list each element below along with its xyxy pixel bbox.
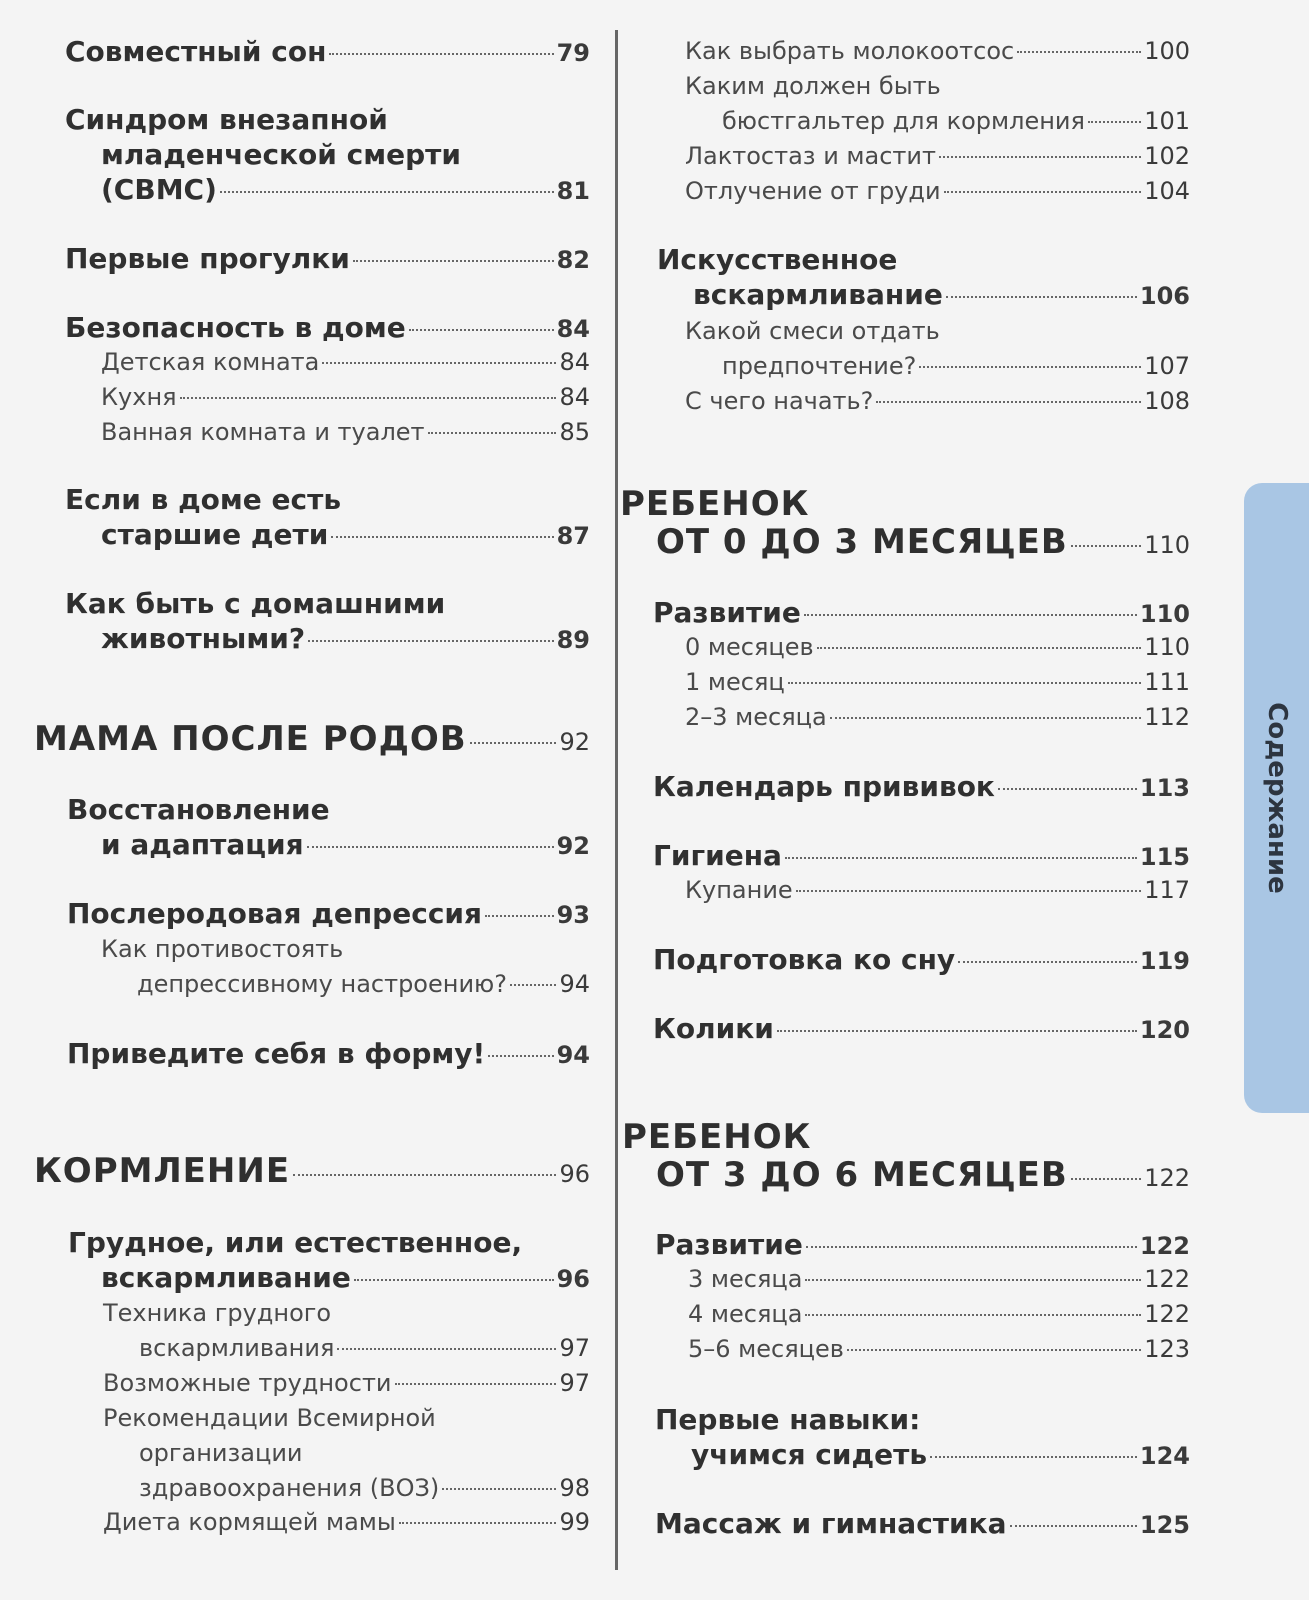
dot-leader — [804, 614, 1137, 616]
page-number: 110 — [1139, 600, 1190, 628]
toc-entry-text: Ванная комната и туалет — [101, 418, 425, 446]
column-divider — [615, 30, 618, 1570]
page-number: 92 — [556, 832, 590, 860]
toc-chapter[interactable] — [34, 102, 590, 209]
page-number: 106 — [1139, 282, 1190, 310]
dot-leader — [1071, 545, 1141, 547]
page-number: 94 — [556, 1041, 590, 1069]
toc-entry-text: Отлучение от груди — [685, 177, 941, 205]
dot-leader — [1088, 121, 1141, 123]
toc-subchapter[interactable] — [620, 314, 1190, 384]
toc-entry-text: Рекомендации Всемирной — [103, 1404, 436, 1432]
dot-leader — [485, 915, 554, 917]
page-number: 79 — [556, 39, 590, 67]
toc-chapter[interactable] — [34, 896, 590, 933]
toc-entry-text: Как быть с домашними — [65, 587, 446, 620]
toc-section[interactable] — [34, 1152, 590, 1193]
toc-subchapter[interactable] — [34, 380, 590, 415]
section-tab-label: Содержание — [1261, 702, 1292, 894]
dot-leader — [331, 536, 553, 538]
toc-entry-text: ОТ 0 ДО 3 МЕСЯЦЕВ — [656, 522, 1068, 562]
toc-subchapter[interactable] — [620, 1332, 1190, 1367]
page-number: 94 — [559, 970, 590, 998]
dot-leader — [399, 1522, 557, 1524]
page-number: 101 — [1144, 107, 1190, 135]
toc-entry-text: Восстановление — [67, 793, 330, 826]
toc-entry-text: здравоохранения (ВОЗ) — [139, 1474, 440, 1502]
page-number: 125 — [1139, 1511, 1190, 1539]
toc-entry-text: Массаж и гимнастика — [655, 1507, 1007, 1540]
toc-chapter[interactable] — [620, 595, 1190, 632]
page-number: 93 — [556, 901, 590, 929]
dot-leader — [220, 191, 554, 193]
toc-subchapter[interactable] — [34, 415, 590, 450]
page-number: 110 — [1144, 633, 1190, 661]
toc-entry-text: вскармливания — [139, 1334, 335, 1362]
page-number: 96 — [556, 1265, 590, 1293]
page-number: 122 — [1144, 1300, 1190, 1328]
section-tab[interactable] — [1244, 483, 1309, 1113]
dot-leader — [788, 682, 1141, 684]
toc-chapter[interactable] — [34, 241, 590, 278]
toc-chapter[interactable] — [620, 769, 1190, 806]
dot-leader — [1071, 1178, 1141, 1180]
toc-chapter[interactable] — [34, 792, 590, 864]
toc-chapter[interactable] — [620, 1011, 1190, 1048]
dot-leader — [510, 984, 556, 986]
toc-entry-text: 5–6 месяцев — [688, 1335, 844, 1363]
page-number: 99 — [559, 1508, 590, 1536]
toc-chapter[interactable] — [620, 942, 1190, 979]
dot-leader — [353, 260, 554, 262]
page-number: 119 — [1139, 947, 1190, 975]
toc-entry-text: Как противостоять — [101, 935, 344, 963]
toc-subchapter[interactable] — [620, 174, 1190, 209]
toc-subchapter[interactable] — [34, 1505, 590, 1540]
toc-entry-text: Послеродовая депрессия — [67, 897, 483, 930]
dot-leader — [806, 1246, 1137, 1248]
toc-entry-text: С чего начать? — [685, 387, 874, 415]
page-number: 122 — [1139, 1232, 1190, 1260]
toc-entry-text: бюстгальтер для кормления — [722, 107, 1085, 135]
dot-leader — [307, 846, 554, 848]
dot-leader — [395, 1383, 557, 1385]
toc-entry-text: 0 месяцев — [685, 633, 814, 661]
toc-subchapter[interactable] — [34, 1366, 590, 1401]
dot-leader — [777, 1030, 1137, 1032]
toc-entry-text: Совместный сон — [65, 35, 327, 68]
toc-entry-text: Каким должен быть — [685, 72, 941, 100]
toc-entry-text: младенческой смерти — [101, 138, 462, 171]
dot-leader — [180, 397, 557, 399]
toc-entry-text: Развитие — [655, 1228, 803, 1261]
toc-entry-text: Лактостаз и мастит — [685, 142, 936, 170]
toc-entry-text: 1 месяц — [685, 668, 785, 696]
dot-leader — [428, 432, 557, 434]
dot-leader — [830, 717, 1141, 719]
dot-leader — [946, 296, 1137, 298]
toc-subchapter[interactable] — [620, 873, 1190, 908]
toc-subchapter[interactable] — [34, 1401, 590, 1506]
toc-entry-text: предпочтение? — [722, 352, 917, 380]
toc-section[interactable] — [620, 485, 1190, 564]
toc-entry-text: Купание — [685, 876, 793, 904]
toc-subchapter[interactable] — [620, 700, 1190, 735]
toc-subchapter[interactable] — [34, 932, 590, 1002]
dot-leader — [354, 1279, 554, 1281]
toc-entry-text: 3 месяца — [688, 1265, 803, 1293]
page-number: 115 — [1139, 843, 1190, 871]
toc-subchapter[interactable] — [620, 665, 1190, 700]
dot-leader — [470, 742, 557, 744]
page-number: 89 — [556, 626, 590, 654]
toc-entry-text: (СВМС) — [101, 173, 217, 206]
page-number: 84 — [556, 315, 590, 343]
dot-leader — [329, 53, 553, 55]
toc-entry-text: Детская комната — [101, 348, 320, 376]
toc-entry-text: Грудное, или естественное, — [68, 1226, 523, 1259]
toc-entry-text: и адаптация — [101, 828, 304, 861]
toc-chapter[interactable] — [620, 838, 1190, 875]
dot-leader — [939, 156, 1141, 158]
toc-subchapter[interactable] — [620, 384, 1190, 419]
page-number: 98 — [559, 1474, 590, 1502]
toc-chapter[interactable] — [34, 34, 590, 71]
toc-entry-text: Безопасность в доме — [65, 311, 406, 344]
page-number: 97 — [559, 1334, 590, 1362]
page-number: 82 — [556, 246, 590, 274]
dot-leader — [817, 647, 1142, 649]
dot-leader — [337, 1348, 556, 1350]
toc-entry-text: ОТ 3 ДО 6 МЕСЯЦЕВ — [656, 1155, 1068, 1195]
dot-leader — [805, 1279, 1141, 1281]
toc-section[interactable] — [620, 1118, 1190, 1197]
dot-leader — [308, 640, 554, 642]
toc-subchapter[interactable] — [34, 1296, 590, 1366]
page-number: 81 — [556, 177, 590, 205]
dot-leader — [488, 1055, 553, 1057]
dot-leader — [998, 788, 1137, 790]
page-number: 108 — [1144, 387, 1190, 415]
toc-chapter[interactable] — [620, 1227, 1190, 1264]
toc-entry-text: 2–3 месяца — [685, 703, 827, 731]
dot-leader — [930, 1456, 1137, 1458]
page-number: 111 — [1144, 668, 1190, 696]
toc-subchapter[interactable] — [620, 630, 1190, 665]
toc-entry-text: Календарь прививок — [653, 770, 995, 803]
toc-entry-text: Кухня — [101, 383, 177, 411]
toc-entry-text: Первые прогулки — [65, 242, 350, 275]
toc-subchapter[interactable] — [620, 1262, 1190, 1297]
page-number: 92 — [559, 728, 590, 756]
page-number: 120 — [1139, 1016, 1190, 1044]
toc-entry-text: Какой смеси отдать — [685, 317, 940, 345]
dot-leader — [293, 1174, 556, 1176]
toc-chapter[interactable] — [34, 310, 590, 347]
page-number: 113 — [1139, 774, 1190, 802]
toc-entry-text: Подготовка ко сну — [653, 943, 956, 976]
toc-entry-text: Развитие — [653, 596, 801, 629]
toc-entry-text: РЕБЕНОК — [622, 1117, 812, 1157]
toc-chapter[interactable] — [620, 1506, 1190, 1543]
toc-subchapter[interactable] — [620, 1297, 1190, 1332]
dot-leader — [796, 890, 1141, 892]
toc-entry-text: животными? — [101, 622, 306, 655]
page-number: 85 — [559, 418, 590, 446]
dot-leader — [1010, 1525, 1137, 1527]
dot-leader — [1017, 51, 1141, 53]
page-number: 96 — [559, 1160, 590, 1188]
toc-entry-text: КОРМЛЕНИЕ — [34, 1151, 291, 1191]
toc-entry-text: Колики — [653, 1012, 774, 1045]
toc-entry-text: Приведите себя в форму! — [67, 1037, 486, 1070]
toc-entry-text: МАМА ПОСЛЕ РОДОВ — [34, 719, 467, 759]
dot-leader — [805, 1314, 1141, 1316]
toc-entry-text: РЕБЕНОК — [620, 484, 810, 524]
toc-entry-text: Диета кормящей мамы — [103, 1508, 396, 1536]
page-number: 110 — [1144, 531, 1190, 559]
page-number: 104 — [1144, 177, 1190, 205]
dot-leader — [958, 961, 1137, 963]
dot-leader — [847, 1349, 1141, 1351]
toc-subchapter[interactable] — [34, 345, 590, 380]
toc-chapter[interactable] — [34, 482, 590, 554]
toc-entry-text: Если в доме есть — [65, 483, 342, 516]
toc-entry-text: Первые навыки: — [655, 1403, 921, 1436]
dot-leader — [409, 329, 554, 331]
dot-leader — [322, 362, 556, 364]
toc-entry-text: Техника грудного — [103, 1299, 332, 1327]
page-number: 122 — [1144, 1164, 1190, 1192]
toc-chapter[interactable] — [34, 1225, 590, 1297]
toc-chapter[interactable] — [34, 1036, 590, 1073]
toc-subchapter[interactable] — [620, 34, 1190, 69]
toc-entry-text: Синдром внезапной — [65, 103, 388, 136]
page-number: 84 — [559, 383, 590, 411]
page-number: 107 — [1144, 352, 1190, 380]
dot-leader — [442, 1488, 556, 1490]
dot-leader — [919, 366, 1141, 368]
toc-subchapter[interactable] — [620, 139, 1190, 174]
toc-entry-text: старшие дети — [101, 518, 329, 551]
toc-entry-text: Гигиена — [653, 839, 782, 872]
toc-chapter[interactable] — [34, 586, 590, 658]
page-number: 117 — [1144, 876, 1190, 904]
toc-entry-text: вскармливание — [101, 1261, 351, 1294]
page-number: 123 — [1144, 1335, 1190, 1363]
toc-entry-text: Возможные трудности — [103, 1369, 392, 1397]
page-number: 84 — [559, 348, 590, 376]
page-number: 112 — [1144, 703, 1190, 731]
page-number: 97 — [559, 1369, 590, 1397]
toc-entry-text: организации — [139, 1439, 303, 1467]
toc-entry-text: Как выбрать молокоотсос — [685, 37, 1015, 65]
toc-subchapter[interactable] — [620, 69, 1190, 139]
toc-entry-text: Искусственное — [657, 243, 898, 276]
page-number: 100 — [1144, 37, 1190, 65]
toc-chapter[interactable] — [620, 1402, 1190, 1474]
dot-leader — [876, 401, 1141, 403]
dot-leader — [944, 191, 1142, 193]
page-number: 87 — [556, 522, 590, 550]
toc-entry-text: вскармливание — [693, 278, 943, 311]
toc-entry-text: 4 месяца — [688, 1300, 803, 1328]
toc-chapter[interactable] — [620, 242, 1190, 314]
page-number: 122 — [1144, 1265, 1190, 1293]
dot-leader — [785, 857, 1137, 859]
page-number: 102 — [1144, 142, 1190, 170]
page-number: 124 — [1139, 1442, 1190, 1470]
toc-entry-text: депрессивному настроению? — [137, 970, 507, 998]
toc-section[interactable] — [34, 720, 590, 761]
toc-entry-text: учимся сидеть — [691, 1438, 928, 1471]
